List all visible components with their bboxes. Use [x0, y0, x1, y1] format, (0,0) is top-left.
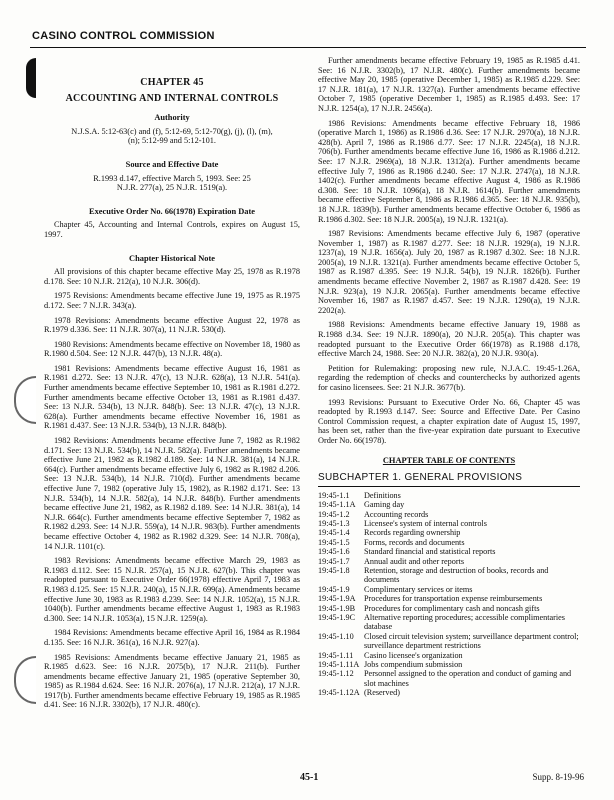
- toc-section-title: Procedures for complimentary cash and noncash gifts: [364, 603, 540, 613]
- toc-section-title: Jobs compendium submission: [364, 660, 463, 670]
- toc-section-title: (Reserved): [364, 688, 400, 698]
- history-paragraph: 1987 Revisions: Amendments became effective July 6, 1987 (operative November 1, 1987) as R.1987 d.277. See: 18 N.J.R. 1929(a), 19 N.J.R. 1237(a), 19 N.J.R. 1656(a). July 20, 1987 as R.1987 d.302. See: 18 N.J.R. 2005(a), 19 N.J.R. 1321(a). Further amendments became effective October 5, 1987 as R.1987 d.395. See: 19 N.J.R. 54(b), 19 N.J.R. 1826(b). Further amendments became effective November 2, 1987 as R.1987 d.428. See: 19 N.J.R. 923(a), 19 N.J.R. 2065(a). Further amendments became effective November 16, 1987 as R.1987 d.457. See: 19 N.J.R. 1290(a), 19 N.J.R. 2202(a).: [318, 229, 580, 315]
- history-paragraph: 1984 Revisions: Amendments became effective April 16, 1984 as R.1984 d.135. See: 16 N.J.R. 361(a), 16 N.J.R. 927(a).: [44, 628, 300, 647]
- toc-row[interactable]: [318, 500, 580, 509]
- toc-row[interactable]: [318, 604, 580, 613]
- toc-row[interactable]: [318, 547, 580, 556]
- history-paragraph: 1982 Revisions: Amendments became effective June 7, 1982 as R.1982 d.171. See: 13 N.J.R. 534(b), 14 N.J.R. 582(a). Further amendments became effective June 21, 1982 as R.1982 d.189. See: 14 N.J.R. 381(a), 14 N.J.R. 664(c). Further amendments became effective July 6, 1982 as R.1982 d.206. See: 13 N.J.R. 534(b), 14 N.J.R. 710(d). Further amendments became effective June 7, 1982 (operative July 15, 1982), as R.1982 d.171. See: 13 N.J.R. 534(b), 14 N.J.R. 582(a), 14 N.J.R. 848(b). Further amendments became effective June 21, 1982, as R.1982 d.189. See: 14 N.J.R. 381(a), 14 N.J.R. 664(c). Further amendments became effective September 7, 1982 as R.1982 d.293. See: 14 N.J.R. 559(a), 14 N.J.R. 983(b). Further amendments became effective October 4, 1982 as R.1982 d.329. See: 14 N.J.R. 708(a), 14 N.J.R. 1101(c).: [44, 436, 300, 551]
- toc-section-title: Personnel assigned to the operation and conduct of gaming and slot machines: [364, 669, 572, 688]
- toc-section-number: 19:45-1.8: [318, 566, 350, 575]
- toc-list: [318, 491, 580, 698]
- toc-section-title: Alternative reporting procedures; accessible complimentaries database: [364, 613, 565, 632]
- toc-section-title: Forms, records and documents: [364, 537, 465, 547]
- history-paragraph: 1993 Revisions: Pursuant to Executive Order No. 66, Chapter 45 was readopted by R.1993 d.147. See: Source and Effective Date. Per Casino Control Commission request, a chapter expiration date of August 15, 1997, has been set, rather than the five-year expiration date pursuant to Executive Order No. 66(1978).: [318, 397, 580, 445]
- binder-hole-icon: [26, 58, 36, 98]
- toc-section-title: Annual audit and other reports: [364, 556, 465, 566]
- toc-section-number: 19:45-1.3: [318, 518, 350, 528]
- toc-row[interactable]: [318, 688, 580, 697]
- toc-section-number: 19:45-1.11: [318, 650, 354, 660]
- toc-section-title: Complimentary services or items: [364, 584, 473, 594]
- toc-row[interactable]: [318, 528, 580, 537]
- toc-section-number: 19:45-1.7: [318, 556, 350, 566]
- history-paragraph: 1980 Revisions: Amendments became effective on November 18, 1980 as R.1980 d.504. See: 12 N.J.R. 447(b), 13 N.J.R. 48(a).: [44, 339, 300, 359]
- toc-section-number: 19:45-1.1: [318, 490, 350, 500]
- toc-section-number: 19:45-1.5: [318, 537, 350, 547]
- toc-section-title: Licensee's system of internal controls: [364, 518, 487, 528]
- toc-row[interactable]: [318, 669, 580, 688]
- right-column: [318, 56, 580, 698]
- eo-text: Chapter 45, Accounting and Internal Controls, expires on August 15, 1997.: [44, 220, 300, 239]
- toc-section-title: Casino licensee's organization: [364, 650, 463, 660]
- toc-row[interactable]: [318, 510, 580, 519]
- toc-row[interactable]: [318, 491, 580, 500]
- toc-section-title: Closed circuit television system; surveillance department control; surveillance department restrictions: [364, 631, 579, 651]
- history-paragraph: All provisions of this chapter became effective May 25, 1978 as R.1978 d.178. See: 10 N.J.R. 212(a), 10 N.J.R. 306(d).: [44, 267, 300, 286]
- toc-section-title: Definitions: [364, 490, 401, 500]
- authority-heading: Authority: [154, 113, 190, 123]
- history-paragraph: 1978 Revisions: Amendments became effective August 22, 1978 as R.1979 d.336. See: 11 N.J.R. 307(a), 11 N.J.R. 530(d).: [44, 315, 300, 335]
- supplement-date: Supp. 8-19-96: [532, 772, 584, 782]
- subchapter-title: SUBCHAPTER 1. GENERAL PROVISIONS: [318, 472, 523, 484]
- history-paragraph: Petition for Rulemaking: proposing new rule, N.J.A.C. 19:45-1.26A, regarding the redemption of checks and counterchecks by authorized agents for casino licensees. See: 21 N.J.R. 3677(b).: [318, 363, 580, 392]
- eo-heading: Executive Order No. 66(1978) Expiration Date: [89, 206, 255, 216]
- toc-section-number: 19:45-1.1A: [318, 500, 356, 510]
- binder-hole-icon: [14, 656, 36, 704]
- toc-row[interactable]: [318, 660, 580, 669]
- toc-row[interactable]: [318, 632, 580, 651]
- toc-row[interactable]: [318, 566, 580, 585]
- history-paragraph: 1975 Revisions: Amendments became effective June 19, 1975 as R.1975 d.172. See: 7 N.J.R. 343(a).: [44, 291, 300, 310]
- toc-row[interactable]: [318, 613, 580, 632]
- left-column: [44, 56, 300, 715]
- toc-section-title: Retention, storage and destruction of books, records and documents: [364, 566, 549, 585]
- toc-section-title: Accounting records: [364, 509, 429, 519]
- binder-holes: [14, 0, 36, 800]
- toc-section-number: 19:45-1.4: [318, 528, 350, 538]
- toc-section-number: 19:45-1.9C: [318, 613, 356, 623]
- toc-section-number: 19:45-1.11A: [318, 660, 360, 670]
- page-number: 45-1: [300, 772, 319, 783]
- history-heading: Chapter Historical Note: [129, 253, 215, 263]
- toc-heading: CHAPTER TABLE OF CONTENTS: [382, 455, 516, 465]
- history-paragraph: 1981 Revisions: Amendments became effective August 16, 1981 as R.1981 d.272. See: 13 N.J.R. 47(c), 13 N.J.R. 628(a), 13 N.J.R. 541(a). Further amendments became effective September 10, 1981 as R.1981 d.272. Further amendments became effective October 13, 1981 as R.1981 d.437. See: 13 N.J.R. 534(b), 13 N.J.R. 848(b). See: 13 N.J.R. 47(c), 13 N.J.R. 628(a). Further amendments became effective November 16, 1981 as R.1981 d.437. See: 13 N.J.R. 534(b), 13 N.J.R. 848(b).: [44, 363, 300, 431]
- running-header: CASINO CONTROL COMMISSION: [32, 30, 215, 42]
- chapter-title: ACCOUNTING AND INTERNAL CONTROLS: [65, 92, 279, 104]
- toc-section-number: 19:45-1.10: [318, 631, 354, 641]
- header-rule: [30, 47, 586, 48]
- toc-row[interactable]: [318, 585, 580, 594]
- toc-row[interactable]: [318, 519, 580, 528]
- toc-section-number: 19:45-1.9: [318, 584, 350, 594]
- history-paragraph: 1986 Revisions: Amendments became effective February 18, 1986 (operative March 1, 1986) as R.1986 d.36. See: 17 N.J.R. 2970(a), 18 N.J.R. 428(b). April 7, 1986 as R.1986 d.77. See: 17 N.J.R. 2245(a), 18 N.J.R. 706(b). Further amendments became effective June 16, 1986 as R.1986 d.212. See: 17 N.J.R. 2969(a), 18 N.J.R. 1312(a). Further amendments became effective July 7, 1986 as R.1986 d.240. See: 17 N.J.R. 2747(a), 18 N.J.R. 1402(c). Further amendments became effective August 4, 1986 as R.1986 d.308. See: 18 N.J.R. 1096(a), 18 N.J.R. 1614(b). Further amendments became effective September 8, 1986 as R.1986 d.365. See: 18 N.J.R. 935(b), 18 N.J.R. 1839(b). Further amendments became effective October 6, 1986 as R.1986 d.302. See: 18 N.J.R. 2005(a), 19 N.J.R. 1321(a).: [318, 118, 580, 224]
- toc-section-number: 19:45-1.2: [318, 509, 350, 519]
- binder-hole-icon: [14, 376, 36, 424]
- history-paragraph: 1988 Revisions: Amendments became effective January 19, 1988 as R.1988 d.34. See: 19 N.J.R. 1890(a), 20 N.J.R. 205(a). This chapter was readopted pursuant to the Executive Order 66(1978) as R.1988 d.178, effective March 24, 1988. See: 20 N.J.R. 382(a), 20 N.J.R. 930(a).: [318, 320, 580, 359]
- toc-section-title: Gaming day: [364, 500, 405, 510]
- history-paragraph: 1985 Revisions: Amendments became effective January 21, 1985 as R.1985 d.623. See: 16 N.J.R. 2075(b), 17 N.J.R. 211(b). Further amendments became effective January 21, 1985 (operative September 30, 1985) as R.1984 d.624. See: 16 N.J.R. 2076(a), 17 N.J.R. 212(a), 17 N.J.R. 1917(b). Further amendments became effective February 19, 1985 as R.1985 d.41. See: 16 N.J.R. 3302(b), 17 N.J.R. 480(c).: [44, 652, 300, 710]
- toc-section-number: 19:45-1.9B: [318, 603, 356, 613]
- toc-section-title: Standard financial and statistical reports: [364, 547, 496, 557]
- subchapter-rule: [318, 486, 580, 487]
- authority-text: N.J.S.A. 5:12-63(c) and (f), 5:12-69, 5:12-70(g), (j), (l), (m), (n); 5:12-99 and 5:12-101.: [71, 126, 273, 146]
- history-paragraph: 1983 Revisions: Amendments became effective March 29, 1983 as R.1983 d.112. See: 15 N.J.R. 257(a), 15 N.J.R. 627(b). This chapter was readopted pursuant to Executive Order 66(1978) effective April 7, 1983 as R.1983 d.125. See: 15 N.J.R. 240(a), 15 N.J.R. 699(a). Amendments became effective June 30, 1983 as R.1983 d.239. See: 14 N.J.R. 1052(a), 15 N.J.R. 1040(b). Further amendments became effective August 1, 1983 as R.1983 d.300. See: 14 N.J.R. 1053(a), 15 N.J.R. 1259(a).: [44, 556, 300, 623]
- source-text: R.1993 d.147, effective March 5, 1993. See: 25 N.J.R. 277(a), 25 N.J.R. 1519(a).: [93, 173, 251, 193]
- toc-section-number: 19:45-1.6: [318, 547, 350, 557]
- source-heading: Source and Effective Date: [125, 159, 219, 169]
- toc-row[interactable]: [318, 651, 580, 660]
- history-paragraph: Further amendments became effective February 19, 1985 as R.1985 d.41. See: 16 N.J.R. 3302(b), 17 N.J.R. 480(c). Further amendments became effective May 20, 1985 (operative December 1, 1985) as R.1985 d.229. See: 17 N.J.R. 181(a), 17 N.J.R. 1327(a). Further amendments became effective October 7, 1985 (operative December 1, 1985) as R.1985 d.493. See: 17 N.J.R. 1254(a), 17 N.J.R. 2456(a).: [318, 56, 580, 113]
- toc-row[interactable]: [318, 538, 580, 547]
- toc-section-number: 19:45-1.9A: [318, 594, 356, 604]
- toc-row[interactable]: [318, 557, 580, 566]
- toc-section-number: 19:45-1.12A: [318, 688, 360, 698]
- toc-section-title: Records regarding ownership: [364, 528, 461, 538]
- toc-row[interactable]: [318, 594, 580, 603]
- toc-section-title: Procedures for transportation expense reimbursements: [364, 594, 543, 604]
- toc-section-number: 19:45-1.12: [318, 669, 354, 679]
- chapter-number: CHAPTER 45: [140, 77, 204, 88]
